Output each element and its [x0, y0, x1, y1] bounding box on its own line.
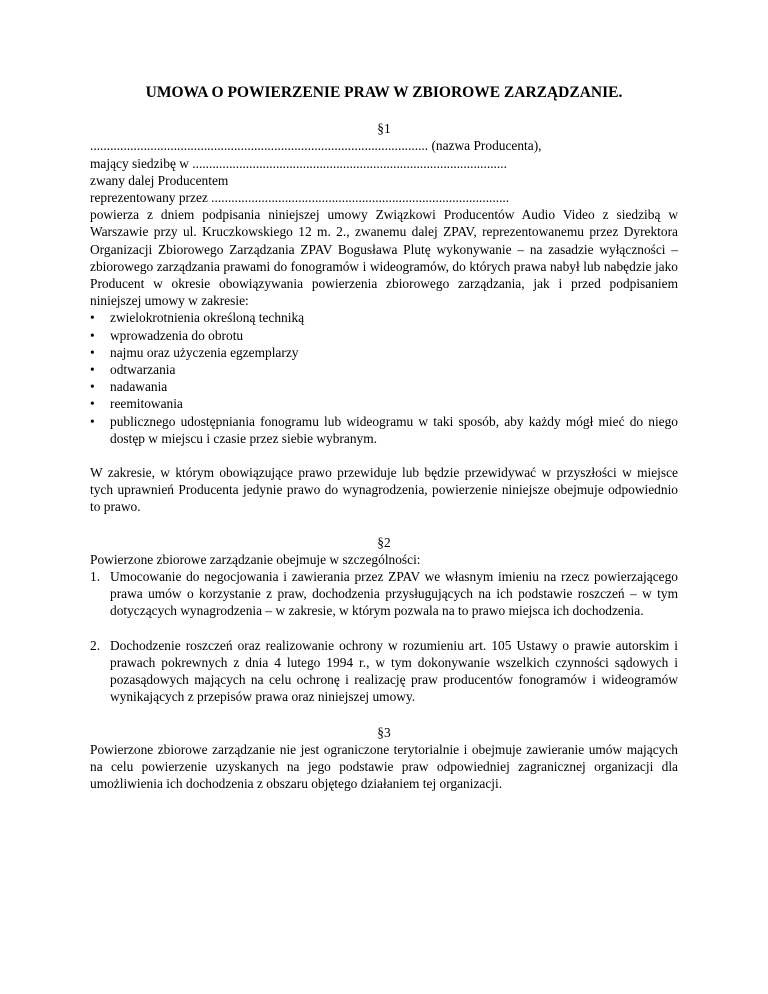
list-item: • najmu oraz użyczenia egzemplarzy	[90, 344, 299, 360]
section-1-heading: §1	[377, 121, 391, 137]
bullet-icon: •	[90, 396, 95, 412]
list-item: 2. Dochodzenie roszczeń oraz realizowanie ochrony w rozumieniu art. 105 Ustawy o prawie autorskim i prawach pokrewnych z dnia 4 lutego 1994 r., w tym dokonywanie wszelkich czynności sądowych i pozasądowych mających na celu ochronę i realizację praw producentów fonogramów i wideogramów wynikających z przepisów prawa oraz niniejszej umowy.	[90, 637, 678, 705]
rights-list	[90, 309, 678, 447]
section-2-heading: §2	[377, 534, 391, 550]
producer-seat-line: mający siedzibę w ..............................................................................................	[90, 155, 507, 171]
section-2-list	[90, 568, 678, 705]
document-title: UMOWA O POWIERZENIE PRAW W ZBIOROWE ZARZĄDZANIE.	[145, 84, 623, 101]
section-3-body: Powierzone zbiorowe zarządzanie nie jest ograniczone terytorialnie i obejmuje zawieranie umów mających na celu powierzenie uzyskanych na jego podstawie praw odpowiedniej zagranicznej organizacji dla umożliwienia ich dochodzenia z obszaru objętego działaniem tej organizacji.	[90, 741, 678, 792]
list-item: • odtwarzania	[90, 362, 176, 378]
section-3-heading: §3	[377, 724, 391, 740]
list-item: 1. Umocowanie do negocjowania i zawierania przez ZPAV we własnym imieniu na rzecz powierzającego prawa umów o korzystanie z praw, dochodzenia przysługujących na ich podstawie roszczeń – w tym dotyczących wynagrodzenia – w zakresie, w którym pozwala na to prawo miejsca ich dochodzenia.	[90, 569, 678, 619]
list-item: • reemitowania	[90, 396, 183, 412]
section-1-closing: W zakresie, w którym obowiązujące prawo przewiduje lub będzie przewidywać w przyszłości w miejsce tych uprawnień Producenta jedynie prawo do wynagrodzenia, powierzenie niniejsze obejmuje odpowiednio to prawo.	[90, 465, 678, 515]
bullet-icon: •	[90, 379, 95, 395]
list-item: • nadawania	[90, 379, 168, 395]
bullet-icon: •	[90, 362, 95, 378]
section-1-body: powierza z dniem podpisania niniejszej umowy Związkowi Producentów Audio Video z siedzibą w Warszawie przy ul. Kruczkowskiego 12 m. 2., zwanemu dalej ZPAV, reprezentowanemu przez Dyrektora Organizacji Zbiorowego Zarządzania ZPAV Bogusława Plutę wykonywanie – na zasadzie wyłączności – zbiorowego zarządzania prawami do fonogramów i wideogramów, do których prawa nabył lub nabędzie jako Producent w okresie obowiązywania powierzenia zbiorowego zarządzania, jak i przed podpisaniem niniejszej umowy w zakresie:	[90, 207, 678, 309]
producer-name-line: ..................................................................................................... (nazwa Producenta),	[90, 138, 542, 154]
section-2-intro: Powierzone zbiorowe zarządzanie obejmuje w szczególności:	[90, 551, 421, 567]
representative-line: reprezentowany przez .........................................................................................	[90, 190, 510, 206]
bullet-icon: •	[90, 310, 95, 326]
list-item: • zwielokrotnienia określoną techniką	[90, 310, 305, 326]
bullet-icon: •	[90, 344, 95, 360]
list-item: • publicznego udostępniania fonogramu lub wideogramu w taki sposób, aby każdy mógł mieć do niego dostęp w miejscu i czasie przez siebie wybranym.	[90, 413, 678, 446]
list-item: • wprowadzenia do obrotu	[90, 327, 244, 343]
bullet-icon: •	[90, 327, 95, 343]
bullet-icon: •	[90, 413, 95, 429]
producer-alias-line: zwany dalej Producentem	[90, 172, 229, 188]
